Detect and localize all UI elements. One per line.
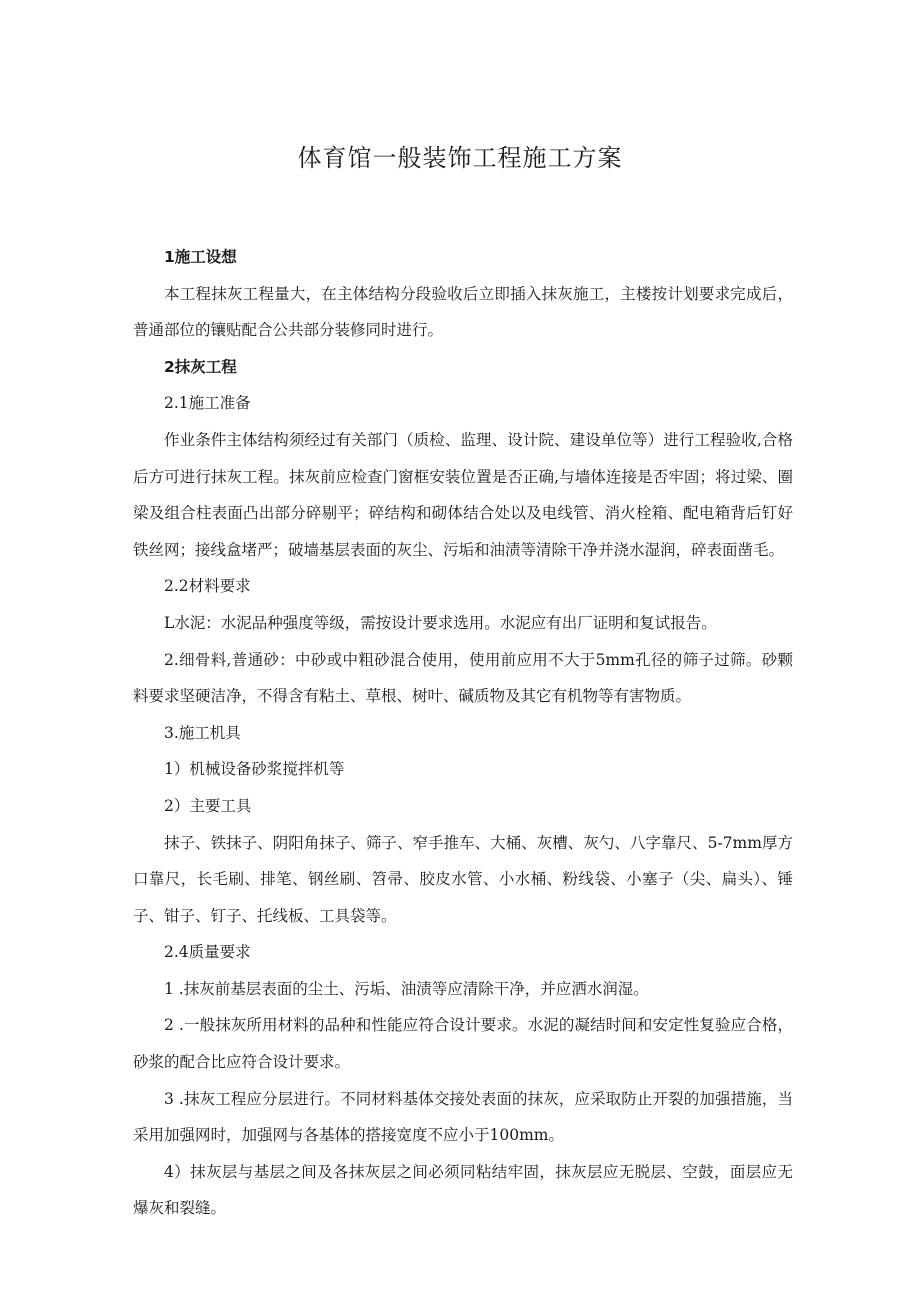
list-item: 3 .抹灰工程应分层进行。不同材料基体交接处表面的抹灰，应采取防止开裂的加强措施，当采用加强网时，加强网与各基体的搭接宽度不应小于100mm。 <box>133 1089 793 1145</box>
list-item: 4）抹灰层与基层之间及各抹灰层之间必须同粘结牢固，抹灰层应无脱层、空鼓，面层应无爆灰和裂缝。 <box>133 1162 793 1218</box>
list-item: 3.施工机具 <box>164 723 241 742</box>
section-heading: 2抹灰工程 <box>164 357 237 376</box>
list-item: 1）机械设备砂浆搅拌机等 <box>164 760 345 779</box>
subsection-heading: 2.2材料要求 <box>164 577 251 596</box>
subsection-heading: 2.4质量要求 <box>164 943 251 962</box>
paragraph: 作业条件主体结构须经过有关部门（质检、监理、设计院、建设单位等）进行工程验收,合格后方可进行抹灰工程。抹灰前应检查门窗框安装位置是否正确,与墙体连接是否牢固；将过梁、圈梁及组合柱表面凸出部分碎剔平；碎结构和砌体结合处以及电线管、消火栓箱、配电箱背后钉好铁丝网；接线盒堵严；破墙基层表面的灰尘、污垢和油渍等清除干净并浇水湿润，碎表面凿毛。 <box>133 430 793 559</box>
paragraph: 抹子、铁抹子、阴阳角抹子、筛子、窄手推车、大桶、灰槽、灰勺、八字靠尺、5-7mm厚方口靠尺，长毛刷、排笔、钢丝刷、笤帚、胶皮水管、小水桶、粉线袋、小塞子（尖、扁头）、锤子、钳子、钉子、托线板、工具袋等。 <box>133 833 793 925</box>
paragraph: 2.细骨料,普通砂：中砂或中粗砂混合使用，使用前应用不大于5mm孔径的筛子过筛。砂颗料要求坚硬洁净，不得含有粘土、草根、树叶、碱质物及其它有机物等有害物质。 <box>133 650 793 706</box>
list-item: 1 .抹灰前基层表面的尘土、污垢、油渍等应清除干净，并应洒水润湿。 <box>164 979 649 998</box>
section-heading: 1施工设想 <box>164 248 237 266</box>
document-body <box>133 239 793 1227</box>
list-item: 2）主要工具 <box>164 796 252 815</box>
paragraph: L水泥：水泥品种强度等级，需按设计要求选用。水泥应有出厂证明和复试报告。 <box>164 613 717 632</box>
subsection-heading: 2.1施工准备 <box>164 394 251 413</box>
paragraph: 本工程抹灰工程量大，在主体结构分段验收后立即插入抹灰施工，主楼按计划要求完成后，普通部位的镶贴配合公共部分装修同时进行。 <box>133 284 793 340</box>
list-item: 2 .一般抹灰所用材料的品种和性能应符合设计要求。水泥的凝结时间和安定性复验应合格，砂浆的配合比应符合设计要求。 <box>133 1016 793 1072</box>
document-title: 体育馆一般装饰工程施工方案 <box>297 144 623 172</box>
